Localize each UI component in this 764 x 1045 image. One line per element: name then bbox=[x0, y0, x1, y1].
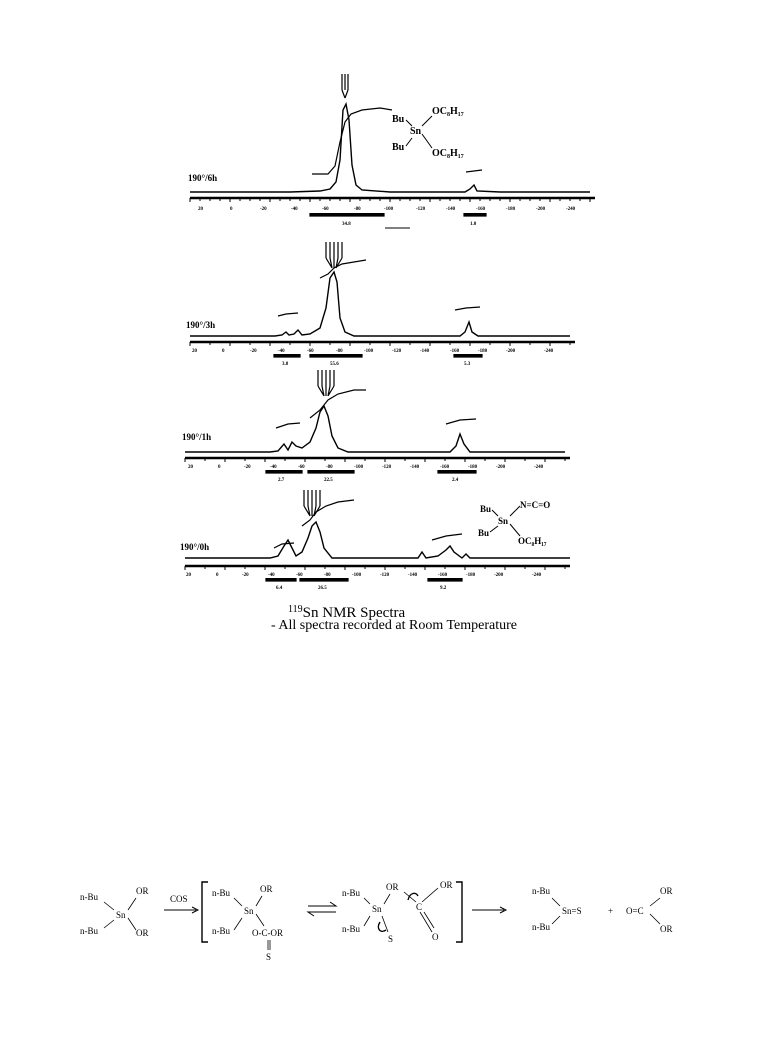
bracket-right bbox=[456, 882, 462, 942]
tick-label: -160 bbox=[476, 207, 486, 212]
tick-label: -100 bbox=[384, 207, 394, 212]
tick-label: -180 bbox=[478, 349, 488, 354]
scheme-sn: Sn bbox=[372, 904, 382, 914]
structure-bu: Bu bbox=[392, 114, 405, 125]
tick-label: -80 bbox=[354, 207, 361, 212]
integration-bars bbox=[274, 354, 482, 357]
spectrum-label: 190°/1h bbox=[182, 432, 212, 442]
isotope-superscript: 119 bbox=[288, 604, 303, 615]
tick-label: -140 bbox=[410, 465, 420, 470]
plus-sign: + bbox=[608, 906, 614, 916]
structure-oc8h17: OC₈H₁₇ bbox=[518, 536, 547, 546]
scheme-s: S bbox=[388, 934, 394, 944]
tick-label: -40 bbox=[291, 207, 298, 212]
spectrum-6h bbox=[170, 70, 600, 230]
integral-value: 3.8 bbox=[282, 362, 289, 367]
tick-label: -240 bbox=[534, 465, 544, 470]
integral-curve bbox=[310, 390, 366, 418]
reaction-arrow-cos bbox=[164, 894, 198, 913]
spectrum-1h-plot bbox=[170, 368, 600, 486]
tick-label: -160 bbox=[438, 573, 448, 578]
equilibrium-arrows bbox=[308, 902, 336, 916]
integral-value: 2.4 bbox=[452, 478, 459, 483]
tick-label: -140 bbox=[420, 349, 430, 354]
tick-label: -120 bbox=[380, 573, 390, 578]
structure-sn: Sn bbox=[498, 516, 509, 526]
tick-label: -180 bbox=[466, 573, 476, 578]
product-tin-sulfide bbox=[532, 886, 582, 932]
integral-value: 6.4 bbox=[276, 586, 283, 591]
integral-value: 1.0 bbox=[470, 222, 477, 227]
tick-label: -80 bbox=[336, 349, 343, 354]
figure-title-text: Sn NMR Spectra bbox=[302, 605, 406, 621]
tick-label: -140 bbox=[408, 573, 418, 578]
axis-tick-labels bbox=[188, 465, 544, 470]
structure-oc8h17: OC₈H₁₇ bbox=[432, 106, 464, 117]
scheme-sn: Sn bbox=[244, 906, 254, 916]
intermediate-2-structure bbox=[342, 880, 453, 944]
scheme-or: OR bbox=[440, 880, 453, 890]
peak-assignments bbox=[318, 370, 334, 396]
tick-label: -180 bbox=[468, 465, 478, 470]
tick-label: -200 bbox=[536, 207, 546, 212]
spectrum-label: 190°/3h bbox=[186, 320, 216, 330]
structure-tin-dialkoxide bbox=[392, 106, 464, 159]
integral-curve-small bbox=[466, 170, 482, 172]
integral-value: 2.7 bbox=[278, 478, 285, 483]
structure-bu: Bu bbox=[480, 504, 492, 514]
scheme-carbonate: O-C-OR bbox=[252, 928, 283, 938]
tick-label: -100 bbox=[354, 465, 364, 470]
scheme-o: O bbox=[432, 932, 439, 942]
tick-label: -20 bbox=[260, 207, 267, 212]
scheme-nbu: n-Bu bbox=[212, 926, 230, 936]
scheme-nbu: n-Bu bbox=[342, 888, 360, 898]
reactant-structure bbox=[80, 886, 149, 938]
reaction-arrow bbox=[472, 907, 506, 913]
tick-label: -60 bbox=[298, 465, 305, 470]
scheme-sn-s: Sn=S bbox=[562, 906, 582, 916]
integral-curve bbox=[432, 534, 462, 540]
structure-bu: Bu bbox=[478, 528, 490, 538]
scheme-nbu: n-Bu bbox=[532, 886, 550, 896]
spectrum-3h-plot bbox=[170, 238, 600, 368]
scheme-carbonyl: O=C bbox=[626, 906, 644, 916]
tick-label: -180 bbox=[506, 207, 516, 212]
scheme-c: C bbox=[416, 902, 423, 912]
spectrum-label: 190°/0h bbox=[180, 542, 210, 552]
axis-tick-labels bbox=[186, 573, 542, 578]
tick-label: -200 bbox=[494, 573, 504, 578]
tick-label: -240 bbox=[532, 573, 542, 578]
tick-label: -20 bbox=[244, 465, 251, 470]
tick-label: 20 bbox=[186, 573, 191, 578]
spectrum-label: 190°/6h bbox=[188, 173, 218, 183]
tick-label: -60 bbox=[307, 349, 314, 354]
reaction-scheme bbox=[80, 870, 700, 970]
spectrum-0h bbox=[170, 486, 600, 596]
scheme-or: OR bbox=[136, 928, 149, 938]
structure-oc8h17: OC₈H₁₇ bbox=[432, 148, 464, 159]
integral-curve bbox=[320, 260, 366, 278]
tick-label: -160 bbox=[450, 349, 460, 354]
scheme-or: OR bbox=[136, 886, 149, 896]
axis-tick-labels bbox=[198, 207, 576, 212]
intermediate-1-structure bbox=[212, 884, 283, 962]
spectrum-trace bbox=[190, 272, 570, 336]
tick-label: 0 bbox=[218, 465, 221, 470]
integral-value: 22.5 bbox=[324, 478, 333, 483]
spectrum-0h-plot bbox=[170, 486, 600, 596]
tick-label: -20 bbox=[250, 349, 257, 354]
spectrum-trace bbox=[190, 104, 590, 192]
tick-label: -120 bbox=[382, 465, 392, 470]
peak-assignments bbox=[304, 490, 320, 516]
peak-assignments bbox=[342, 74, 348, 98]
spectrum-1h bbox=[170, 368, 600, 486]
structure-isocyanate: N=C=O bbox=[520, 500, 551, 510]
tick-label: -160 bbox=[440, 465, 450, 470]
scheme-nbu: n-Bu bbox=[342, 924, 360, 934]
tick-label: -120 bbox=[392, 349, 402, 354]
tick-label: -40 bbox=[270, 465, 277, 470]
structure-bu: Bu bbox=[392, 142, 405, 153]
peak-assignments bbox=[326, 242, 342, 268]
scheme-nbu: n-Bu bbox=[212, 888, 230, 898]
tick-label: -200 bbox=[506, 349, 516, 354]
figure-note: - All spectra recorded at Room Temperature bbox=[271, 618, 517, 633]
structure-tin-isocyanate bbox=[478, 500, 550, 546]
integral-value: 5.3 bbox=[464, 362, 471, 367]
bracket-left bbox=[202, 882, 208, 942]
spectrum-trace bbox=[185, 406, 565, 452]
integral-curve bbox=[276, 423, 300, 428]
scheme-or: OR bbox=[660, 924, 673, 934]
scheme-nbu: n-Bu bbox=[80, 926, 98, 936]
tick-label: 0 bbox=[216, 573, 219, 578]
spectrum-6h-plot bbox=[170, 70, 600, 230]
scheme-sn: Sn bbox=[116, 910, 126, 920]
tick-label: -120 bbox=[416, 207, 426, 212]
integral-curve bbox=[278, 313, 298, 316]
integration-bars bbox=[266, 470, 476, 473]
tick-label: -80 bbox=[324, 573, 331, 578]
tick-label: -40 bbox=[268, 573, 275, 578]
tick-label: 20 bbox=[192, 349, 197, 354]
tick-label: 20 bbox=[188, 465, 193, 470]
tick-label: -20 bbox=[242, 573, 249, 578]
tick-label: -80 bbox=[326, 465, 333, 470]
scheme-or: OR bbox=[660, 886, 673, 896]
tick-label: 20 bbox=[198, 207, 203, 212]
scheme-or: OR bbox=[260, 884, 273, 894]
tick-label: -240 bbox=[566, 207, 576, 212]
scheme-nbu: n-Bu bbox=[80, 892, 98, 902]
structure-sn: Sn bbox=[410, 126, 422, 137]
integral-value: 26.5 bbox=[318, 586, 327, 591]
integration-bars bbox=[310, 213, 486, 216]
tick-label: -60 bbox=[322, 207, 329, 212]
integral-value: 55.6 bbox=[330, 362, 339, 367]
tick-label: -100 bbox=[364, 349, 374, 354]
scheme-s: S bbox=[266, 952, 272, 962]
tick-label: -140 bbox=[446, 207, 456, 212]
integral-curve bbox=[446, 419, 476, 424]
reagent-label: COS bbox=[170, 894, 188, 904]
tick-label: 0 bbox=[222, 349, 225, 354]
tick-label: -100 bbox=[352, 573, 362, 578]
tick-label: 0 bbox=[230, 207, 233, 212]
tick-label: -40 bbox=[278, 349, 285, 354]
tick-label: -200 bbox=[496, 465, 506, 470]
tick-label: -60 bbox=[296, 573, 303, 578]
axis-tick-labels bbox=[192, 349, 554, 354]
scheme-or: OR bbox=[386, 882, 399, 892]
axis-minor-ticks bbox=[190, 198, 590, 202]
scheme-nbu: n-Bu bbox=[532, 922, 550, 932]
product-carbonate bbox=[626, 886, 673, 934]
integral-curve bbox=[455, 307, 480, 310]
integration-bars bbox=[266, 578, 462, 581]
spectrum-3h bbox=[170, 238, 600, 368]
integral-value: 9.2 bbox=[440, 586, 447, 591]
tick-label: -240 bbox=[544, 349, 554, 354]
integral-value: 34.8 bbox=[342, 222, 351, 227]
reaction-scheme-drawing bbox=[80, 870, 700, 970]
